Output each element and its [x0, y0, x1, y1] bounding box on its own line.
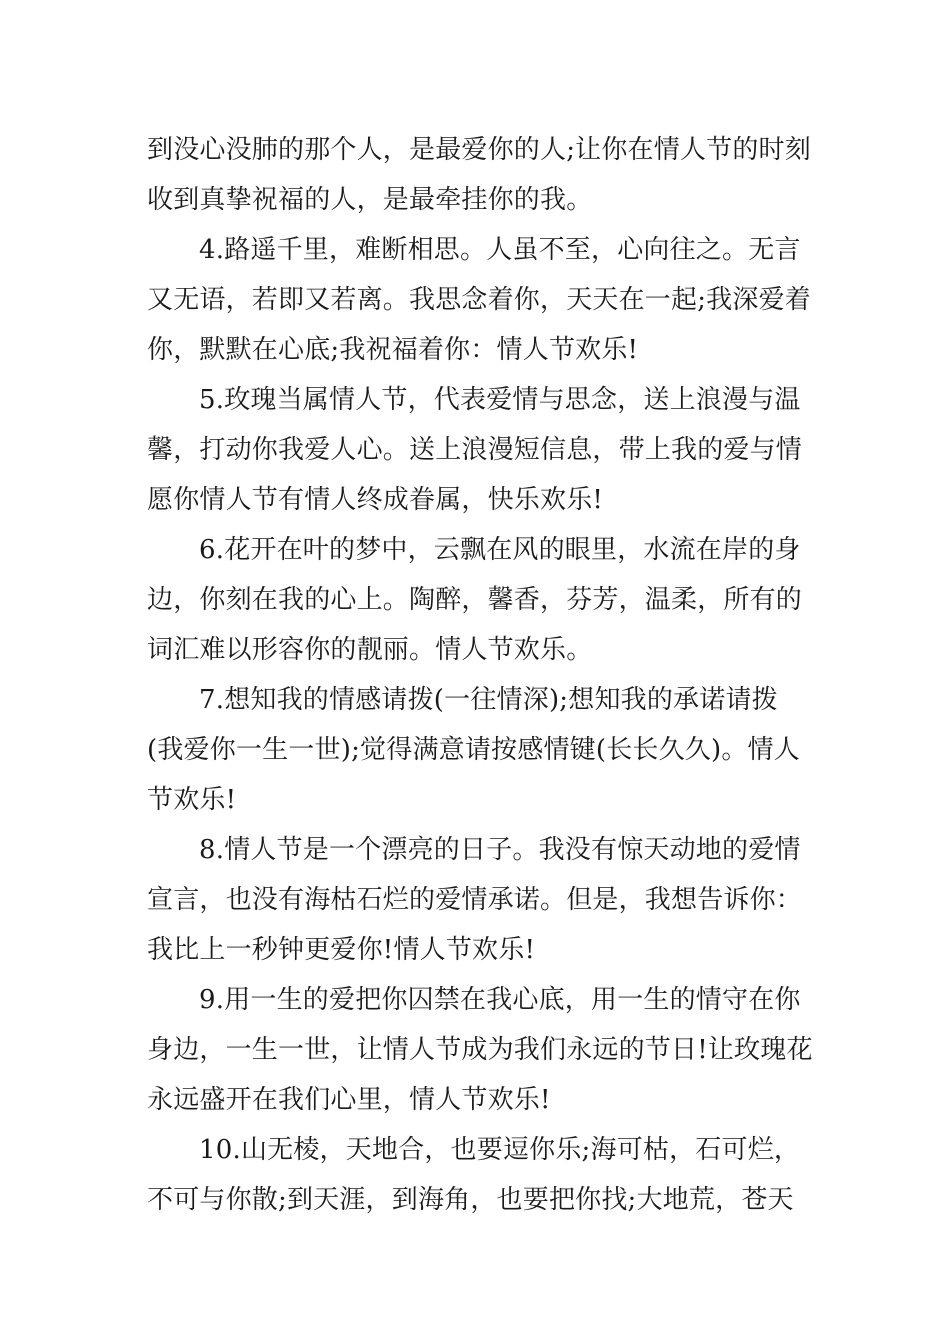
text-line: 你，默默在心底;我祝福着你：情人节欢乐! [147, 335, 639, 365]
text-line: 我比上一秒钟更爱你!情人节欢乐! [147, 935, 536, 965]
text-line: 身边，一生一世，让情人节成为我们永远的节日!让玫瑰花 [147, 1035, 813, 1065]
text-line: 边，你刻在我的心上。陶醉，馨香，芬芳，温柔，所有的 [147, 585, 803, 615]
paragraph-4-start: 4.路遥千里，难断相思。人虽不至，心向往之。无言 [199, 235, 801, 265]
text-line: (我爱你一生一世);觉得满意请按感情键(长长久久)。情人 [147, 735, 800, 765]
paragraph-7-start: 7.想知我的情感请拨(一往情深);想知我的承诺请拨 [199, 685, 778, 715]
text-line: 到没心没肺的那个人，是最爱你的人;让你在情人节的时刻 [147, 135, 811, 165]
paragraph-9-start: 9.用一生的爱把你囚禁在我心底，用一生的情守在你 [199, 985, 801, 1015]
paragraph-5-start: 5.玫瑰当属情人节，代表爱情与思念，送上浪漫与温 [199, 385, 801, 415]
text-line: 永远盛开在我们心里，情人节欢乐! [147, 1085, 551, 1115]
text-line: 收到真挚祝福的人，是最牵挂你的我。 [147, 185, 593, 215]
paragraph-8-start: 8.情人节是一个漂亮的日子。我没有惊天动地的爱情 [199, 835, 801, 865]
paragraph-6-start: 6.花开在叶的梦中，云飘在风的眼里，水流在岸的身 [199, 535, 801, 565]
paragraph-10-start: 10.山无棱，天地合，也要逗你乐;海可枯，石可烂， [199, 1135, 801, 1165]
text-line: 愿你情人节有情人终成眷属，快乐欢乐! [147, 485, 604, 515]
text-line: 不可与你散;到天涯，到海角，也要把你找;大地荒，苍天 [147, 1185, 794, 1215]
text-line: 又无语，若即又若离。我思念着你，天天在一起;我深爱着 [147, 285, 811, 315]
text-line: 馨，打动你我爱人心。送上浪漫短信息，带上我的爱与情 [147, 435, 803, 465]
text-line: 宣言，也没有海枯石烂的爱情承诺。但是，我想告诉你： [147, 885, 803, 915]
text-line: 词汇难以形容你的靓丽。情人节欢乐。 [147, 635, 593, 665]
text-line: 节欢乐! [147, 785, 237, 815]
